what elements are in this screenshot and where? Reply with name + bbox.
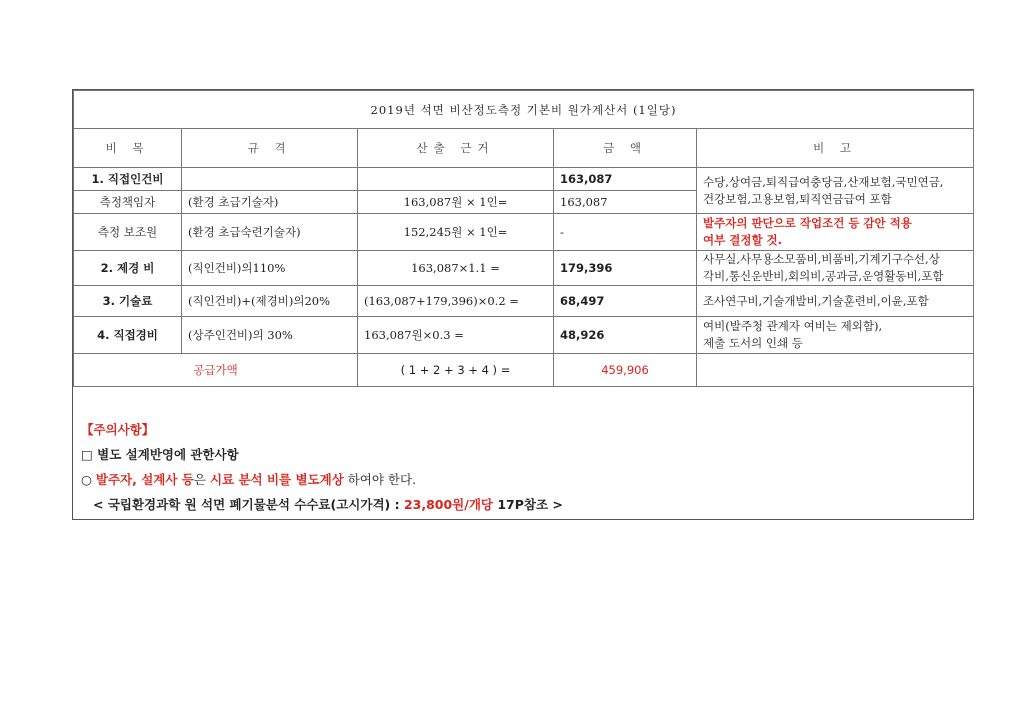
- row-item: 측정책임자: [74, 191, 182, 214]
- row-spec: (상주인건비)의 30%: [182, 317, 358, 354]
- row-item: 1. 직접인건비: [74, 168, 182, 191]
- row-item: 측정 보조원: [74, 214, 182, 251]
- row-amount: -: [554, 214, 697, 251]
- row-amount: 163,087: [554, 168, 697, 191]
- remarks-overhead-line2: 각비,통신운반비,회의비,공과금,운영활동비,포함: [703, 269, 944, 283]
- row-basis: 152,245원 × 1인=: [358, 214, 554, 251]
- row-spec: (직인건비)의110%: [182, 251, 358, 286]
- cost-table: [73, 90, 974, 387]
- remarks-direct-line2: 제출 도서의 인쇄 등: [703, 336, 803, 350]
- remarks-tech: 조사연구비,기술개발비,기술훈련비,이윤,포함: [697, 286, 974, 317]
- remarks-direct-line1: 여비(발주청 관계자 여비는 제외함),: [703, 319, 883, 333]
- notes-heading: 【주의사항】: [81, 422, 155, 437]
- row-spec: (환경 초급숙련기술자): [182, 214, 358, 251]
- row-amount: 163,087: [554, 191, 697, 214]
- remarks-labor-line1: 수당,상여금,퇴직급여충당금,산재보험,국민연금,: [703, 174, 944, 189]
- remarks-direct: [697, 317, 974, 354]
- row-spec: (환경 초급기술자): [182, 191, 358, 214]
- notes-item2-mid: 은: [193, 472, 210, 487]
- row-item: 4. 직접경비: [74, 317, 182, 354]
- row-amount: 48,926: [554, 317, 697, 354]
- remarks-assistant-line2: 여부 결정할 것.: [703, 233, 783, 247]
- notes-item3-suffix: 17P참조 >: [492, 497, 563, 512]
- notes-section: [81, 417, 563, 517]
- row-item: 3. 기술료: [74, 286, 182, 317]
- remarks-labor: [697, 168, 974, 214]
- remarks-assistant: [697, 214, 974, 251]
- total-amount: 459,906: [554, 354, 697, 387]
- header-spec: 규 격: [182, 129, 358, 168]
- document-title: 2019년 석면 비산정도측정 기본비 원가계산서 (1일당): [74, 91, 974, 129]
- cost-statement-frame: [72, 89, 974, 520]
- row-basis: 163,087원 × 1인=: [358, 191, 554, 214]
- notes-item-fee: [81, 492, 563, 517]
- row-basis: (163,087+179,396)×0.2 =: [358, 286, 554, 317]
- row-spec: (직인건비)+(제경비)의20%: [182, 286, 358, 317]
- total-label: 공급가액: [74, 354, 358, 387]
- notes-item2-red1: 발주자, 설계사 등: [95, 472, 194, 487]
- notes-item-design: □ 별도 설계반영에 관한사항: [81, 447, 239, 462]
- row-amount: 68,497: [554, 286, 697, 317]
- notes-item3-prefix: < 국립환경과학 원 석면 폐기물분석 수수료(고시가격) :: [93, 497, 404, 512]
- row-basis: [358, 168, 554, 191]
- total-remarks: [697, 354, 974, 387]
- notes-item2-red2: 시료 분석 비를 별도계상: [209, 472, 344, 487]
- notes-item2-suffix: 하여야 한다.: [343, 472, 417, 487]
- header-remarks: 비 고: [697, 129, 974, 168]
- row-basis: 163,087×1.1 =: [358, 251, 554, 286]
- row-amount: 179,396: [554, 251, 697, 286]
- notes-item-analysis: [81, 467, 563, 492]
- header-amount: 금 액: [554, 129, 697, 168]
- remarks-labor-line2: 건강보험,고용보험,퇴직연금급여 포함: [703, 191, 892, 206]
- header-item: 비 목: [74, 129, 182, 168]
- notes-item3-red: 23,800원/개당: [403, 497, 493, 512]
- row-basis: 163,087원×0.3 =: [358, 317, 554, 354]
- row-item: 2. 제경 비: [74, 251, 182, 286]
- header-basis: 산출 근거: [358, 129, 554, 168]
- row-spec: [182, 168, 358, 191]
- remarks-assistant-line1: 발주자의 판단으로 작업조건 등 감안 적용: [703, 216, 912, 230]
- notes-item2-prefix: ○: [81, 472, 96, 487]
- remarks-overhead: [697, 251, 974, 286]
- remarks-overhead-line1: 사무실,사무용소모품비,비품비,기계기구수선,상: [703, 252, 940, 266]
- total-formula: ( 1 + 2 + 3 + 4 ) =: [358, 354, 554, 387]
